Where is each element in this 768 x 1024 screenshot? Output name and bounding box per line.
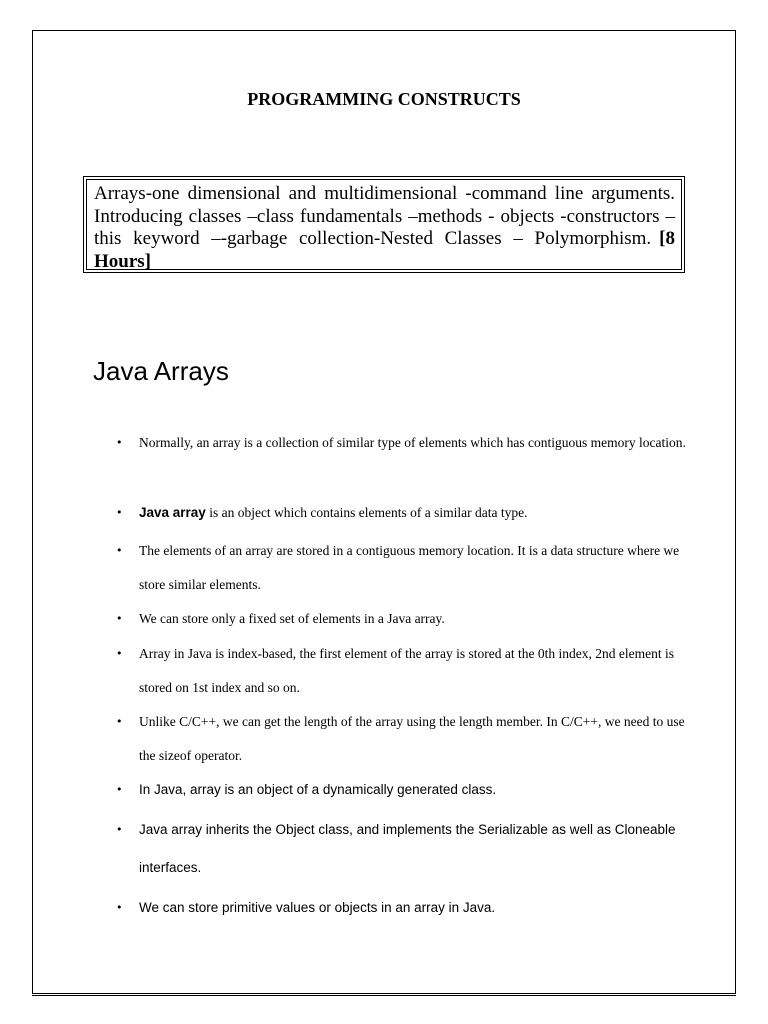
- bullet-icon: •: [116, 544, 123, 557]
- page-border-bottom-line: [32, 995, 736, 996]
- list-item-text: Java array inherits the Object class, and implements the Serializable as well as Cloneable interfaces.: [139, 822, 676, 875]
- list-item: [116, 637, 699, 705]
- bullet-icon: •: [116, 823, 123, 836]
- list-item: [116, 705, 699, 773]
- list-item: [116, 811, 699, 887]
- list-item-text: Unlike C/C++, we can get the length of the array using the length member. In C/C++, we need to use the sizeof operator.: [139, 714, 685, 763]
- bullet-icon: •: [116, 901, 123, 914]
- bullet-icon: •: [116, 715, 123, 728]
- syllabus-text: Arrays-one dimensional and multidimensional -command line arguments. Introducing classes –class fundamentals –methods - objects -constructors –this keyword –-garbage collection-Nested Classes – Polymorphism.: [94, 183, 675, 249]
- page-title: PROGRAMMING CONSTRUCTS: [247, 89, 521, 109]
- syllabus-text-block: [86, 179, 682, 270]
- list-item: [116, 889, 699, 927]
- bullet-icon: •: [116, 647, 123, 660]
- syllabus-box: [83, 176, 685, 273]
- list-item-text: We can store only a fixed set of elements in a Java array.: [139, 611, 445, 626]
- list-item-text: is an object which contains elements of a similar data type.: [205, 505, 528, 520]
- list-item: [116, 771, 699, 809]
- section-heading: Java Arrays: [93, 356, 229, 386]
- bullet-icon: •: [116, 436, 123, 449]
- list-item-text: We can store primitive values or objects in an array in Java.: [139, 900, 496, 915]
- list-item: [116, 534, 699, 602]
- syllabus-hours: [8 Hours]: [94, 228, 675, 272]
- list-item: [116, 602, 699, 636]
- list-item-text: Normally, an array is a collection of similar type of elements which has contiguous memory location.: [139, 435, 686, 450]
- list-item-text: The elements of an array are stored in a contiguous memory location. It is a data structure where we store similar elements.: [139, 543, 680, 592]
- bullet-icon: •: [116, 612, 123, 625]
- bullet-icon: •: [116, 506, 123, 519]
- list-item: [116, 496, 699, 530]
- bullet-icon: •: [116, 783, 123, 796]
- list-item-text: Array in Java is index-based, the first element of the array is stored at the 0th index, 2nd element is stored on 1st index and so on.: [139, 646, 674, 695]
- list-item-text: In Java, array is an object of a dynamically generated class.: [139, 782, 497, 797]
- list-item-bold-term: Java array: [139, 505, 206, 520]
- list-item: [116, 426, 699, 460]
